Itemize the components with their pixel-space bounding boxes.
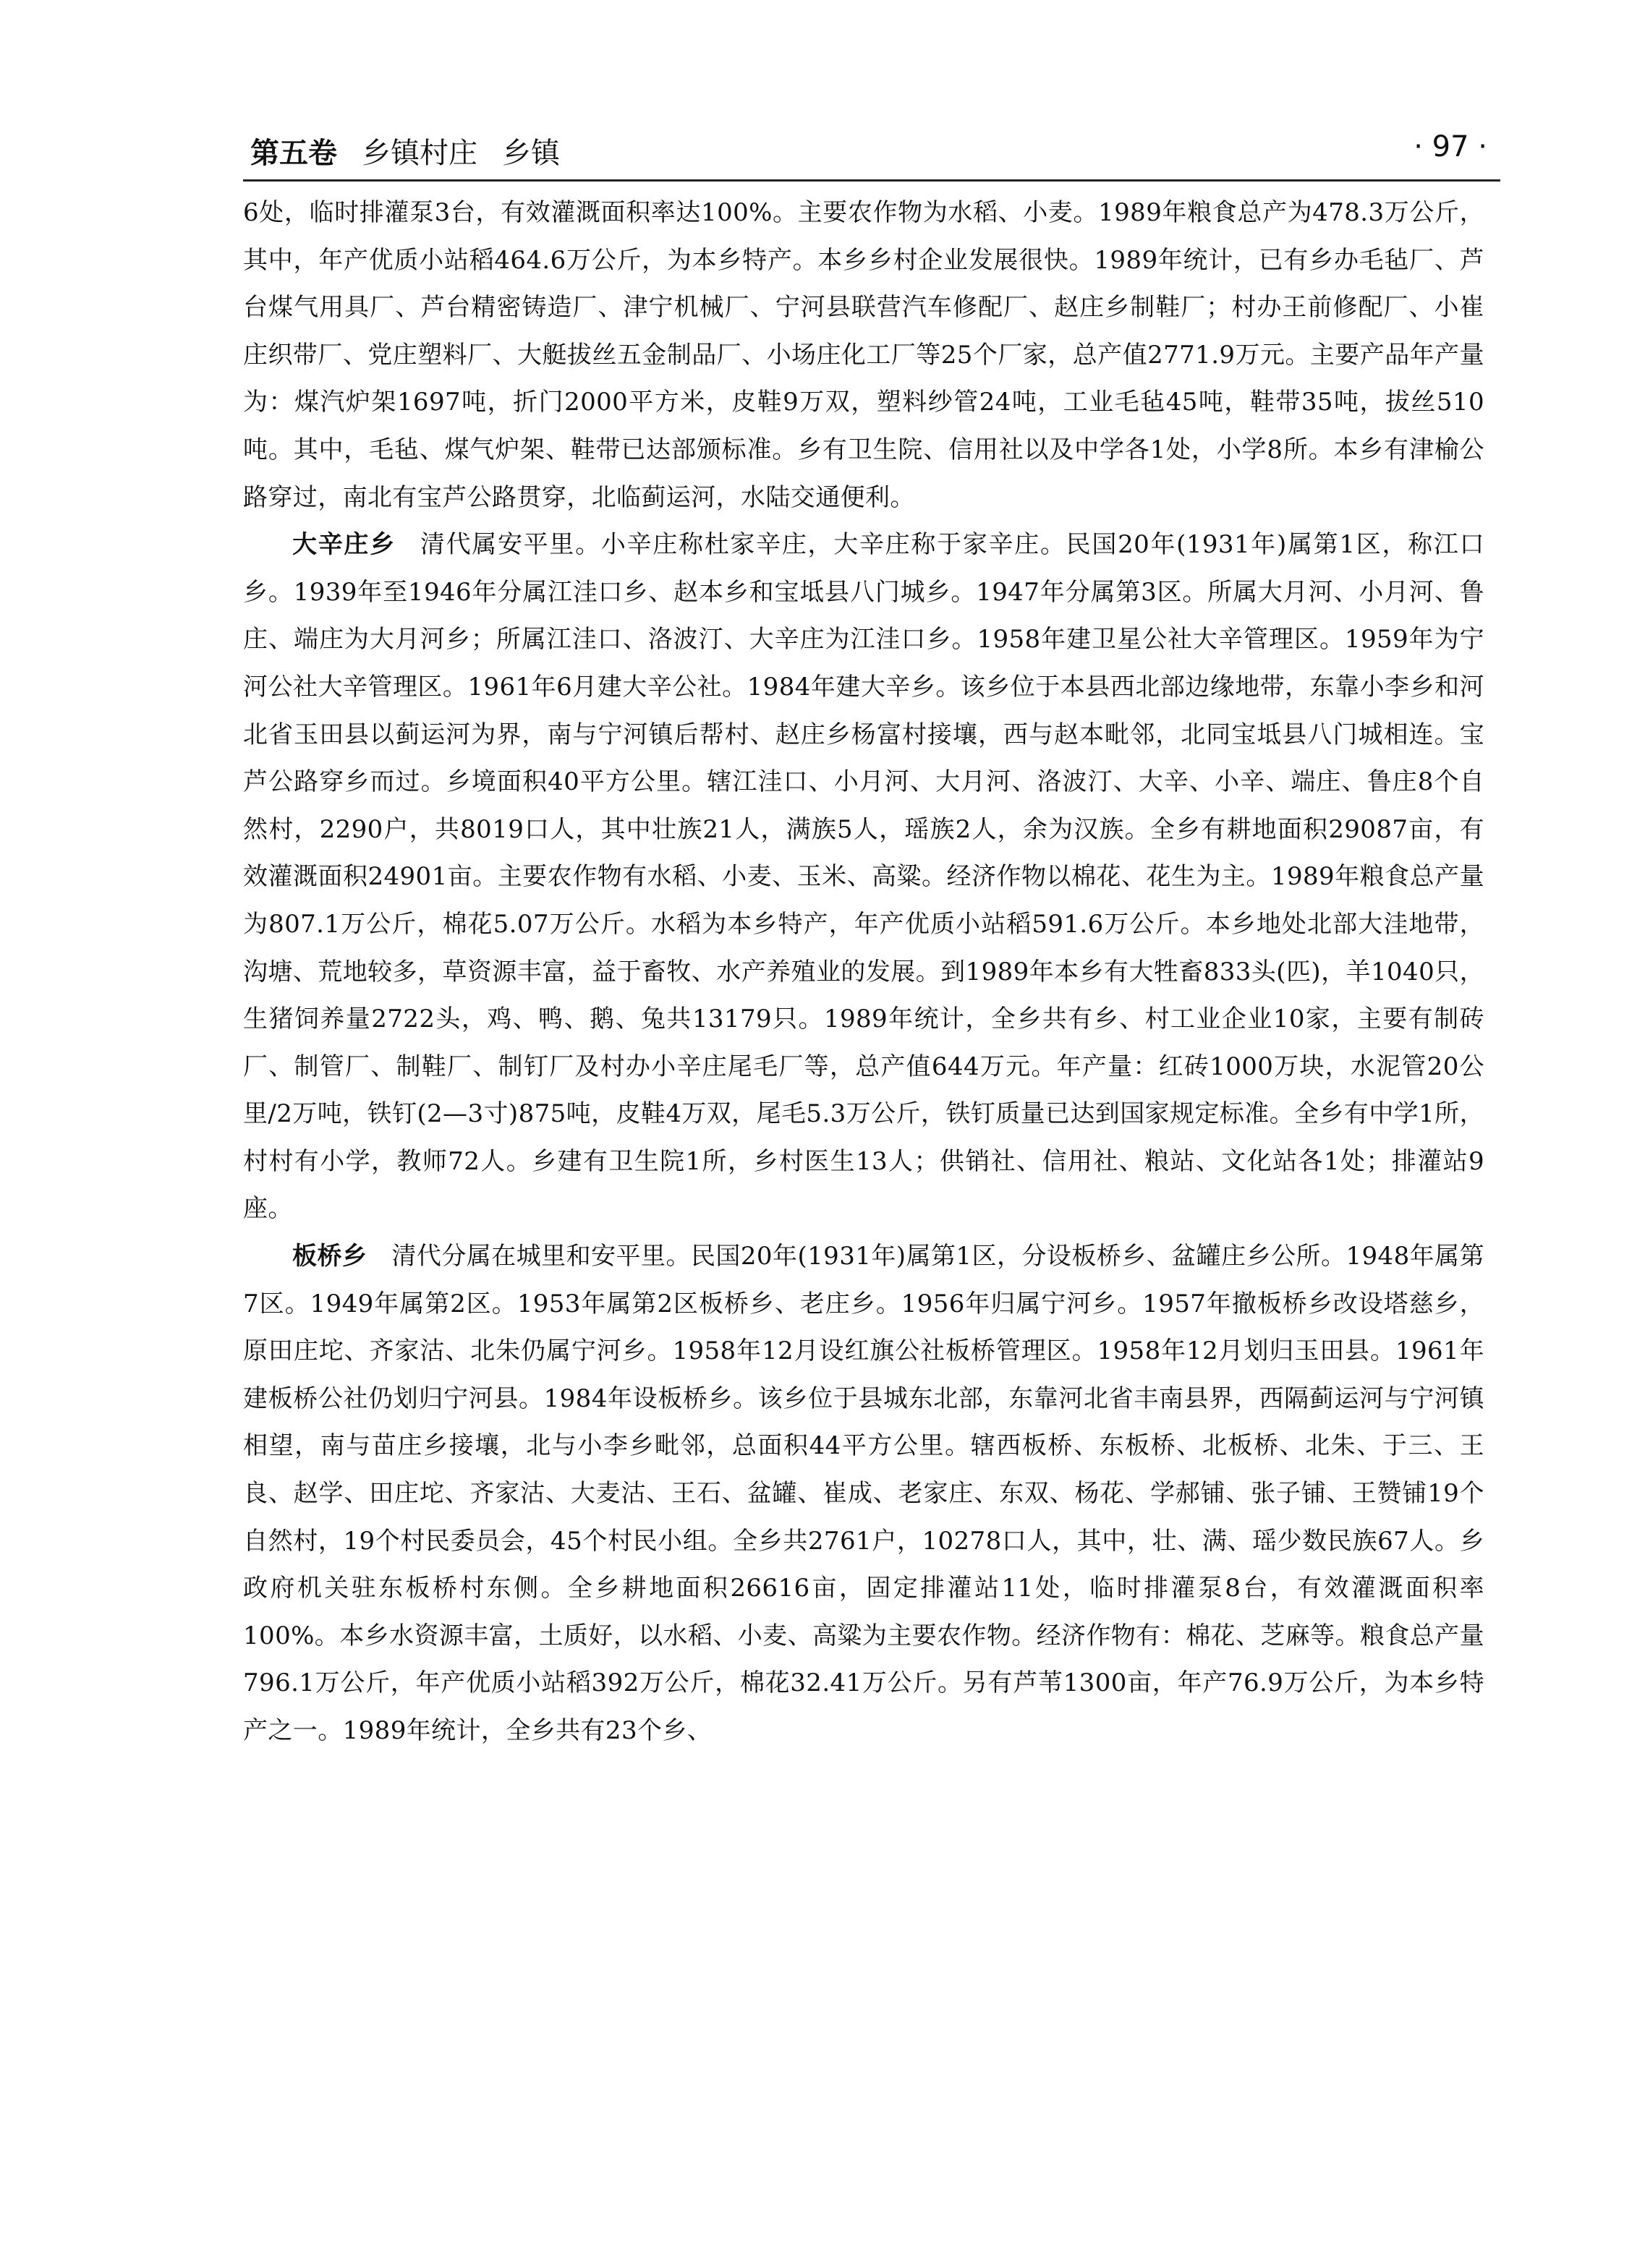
section-title: 板桥乡	[292, 1242, 367, 1271]
paragraph-text: 清代分属在城里和安平里。民国20年(1931年)属第1区，分设板桥乡、盆罐庄乡公所。1948年属第7区。1949年属第2区。1953年属第2区板桥乡、老庄乡。1956年归属宁河乡。1957年撤板桥乡改设塔慈乡，原田庄坨、齐家沽、北朱仍属宁河乡。1958年12月设红旗公社板桥管理区。1958年12月划归玉田县。1961年建板桥公社仍划归宁河县。1984年设板桥乡。该乡位于县城东北部，东靠河北省丰南县界，西隔蓟运河与宁河镇相望，南与苗庄乡接壤，北与小李乡毗邻，总面积44平方公里。辖西板桥、东板桥、北板桥、北朱、于三、王良、赵学、田庄坨、齐家沽、大麦沽、王石、盆罐、崔成、老家庄、东双、杨花、学郝铺、张子铺、王赞铺19个自然村，19个村民委员会，45个村民小组。全乡共2761户，10278口人，其中，壮、满、瑶少数民族67人。乡政府机关驻东板桥村东侧。全乡耕地面积26616亩，固定排灌站11处，临时排灌泵8台，有效灌溉面积率100%。本乡水资源丰富，土质好，以水稻、小麦、高粱为主要农作物。经济作物有：棉花、芝麻等。粮食总产量796.1万公斤，年产优质小站稻392万公斤，棉花32.41万公斤。另有芦苇1300亩，年产76.9万公斤，为本乡特产之一。1989年统计，全乡共有23个乡、	[243, 1242, 1484, 1745]
page-header	[243, 122, 1500, 182]
header-breadcrumb	[250, 130, 560, 171]
header-part-2: 乡镇	[502, 137, 560, 170]
section-daxinzhuang	[243, 521, 1484, 1233]
header-part-1: 乡镇村庄	[362, 137, 477, 170]
section-title: 大辛庄乡	[292, 530, 396, 560]
paragraph-text: 6处，临时排灌泵3台，有效灌溉面积率达100%。主要农作物为水稻、小麦。1989年粮食总产为478.3万公斤，其中，年产优质小站稻464.6万公斤，为本乡特产。本乡乡村企业发展很快。1989年统计，已有乡办毛毡厂、芦台煤气用具厂、芦台精密铸造厂、津宁机械厂、宁河县联营汽车修配厂、赵庄乡制鞋厂；村办王前修配厂、小崔庄织带厂、党庄塑料厂、大艇拔丝五金制品厂、小场庄化工厂等25个厂家，总产值2771.9万元。主要产品年产量为：煤汽炉架1697吨，折门2000平方米，皮鞋9万双，塑料纱管24吨，工业毛毡45吨，鞋带35吨，拔丝510吨。其中，毛毡、煤气炉架、鞋带已达部颁标准。乡有卫生院、信用社以及中学各1处，小学8所。本乡有津榆公路穿过，南北有宝芦公路贯穿，北临蓟运河，水陆交通便利。	[243, 198, 1484, 512]
volume-title: 第五卷	[250, 137, 337, 170]
page-number: · 97 ·	[1414, 130, 1487, 163]
paragraph-continuation	[243, 189, 1484, 521]
body-text	[243, 189, 1484, 1755]
section-banqiao	[243, 1233, 1484, 1755]
paragraph-text: 清代属安平里。小辛庄称杜家辛庄，大辛庄称于家辛庄。民国20年(1931年)属第1区，称江口乡。1939年至1946年分属江洼口乡、赵本乡和宝坻县八门城乡。1947年分属第3区。所属大月河、小月河、鲁庄、端庄为大月河乡；所属江洼口、洛波汀、大辛庄为江洼口乡。1958年建卫星公社大辛管理区。1959年为宁河公社大辛管理区。1961年6月建大辛公社。1984年建大辛乡。该乡位于本县西北部边缘地带，东靠小李乡和河北省玉田县以蓟运河为界，南与宁河镇后帮村、赵庄乡杨富村接壤，西与赵本毗邻，北同宝坻县八门城相连。宝芦公路穿乡而过。乡境面积40平方公里。辖江洼口、小月河、大月河、洛波汀、大辛、小辛、端庄、鲁庄8个自然村，2290户，共8019口人，其中壮族21人，满族5人，瑶族2人，余为汉族。全乡有耕地面积29087亩，有效灌溉面积24901亩。主要农作物有水稻、小麦、玉米、高粱。经济作物以棉花、花生为主。1989年粮食总产量为807.1万公斤，棉花5.07万公斤。水稻为本乡特产，年产优质小站稻591.6万公斤。本乡地处北部大洼地带，沟塘、荒地较多，草资源丰富，益于畜牧、水产养殖业的发展。到1989年本乡有大牲畜833头(匹)，羊1040只，生猪饲养量2722头，鸡、鸭、鹅、兔共13179只。1989年统计，全乡共有乡、村工业企业10家，主要有制砖厂、制管厂、制鞋厂、制钉厂及村办小辛庄尾毛厂等，总产值644万元。年产量：红砖1000万块，水泥管20公里/2万吨，铁钉(2—3寸)875吨，皮鞋4万双，尾毛5.3万公斤，铁钉质量已达到国家规定标准。全乡有中学1所，村村有小学，教师72人。乡建有卫生院1所，乡村医生13人；供销社、信用社、粮站、文化站各1处；排灌站9座。	[243, 530, 1484, 1224]
